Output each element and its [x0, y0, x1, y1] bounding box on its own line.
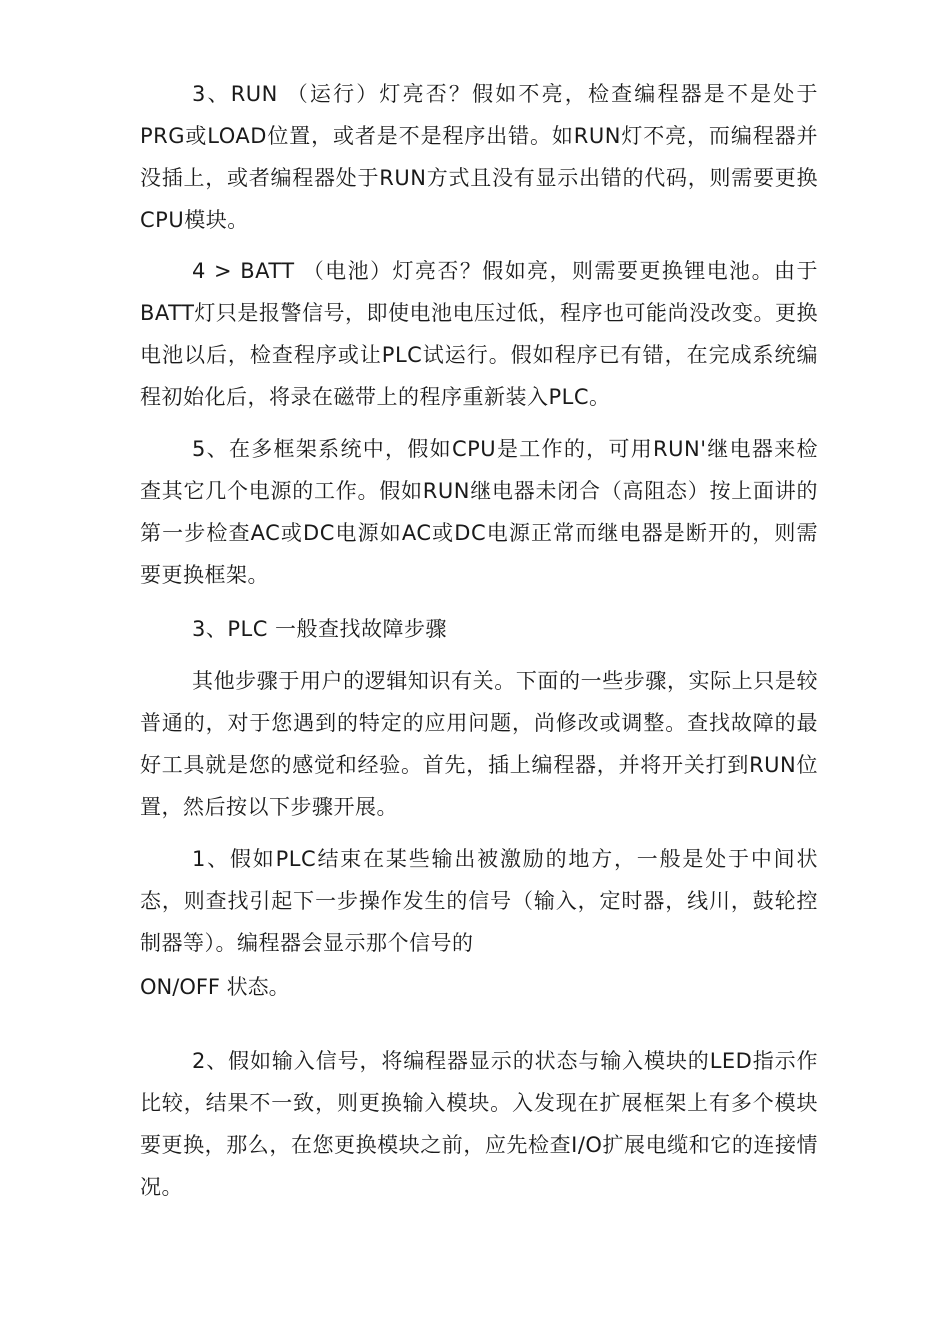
paragraph-on-off-state: ON/OFF 状态。 — [140, 975, 290, 999]
paragraph-run-indicator: 3、RUN （运行）灯亮否？假如不亮，检查编程器是不是处于PRG或LOAD位置，或者是不是程序出错。如RUN灯不亮，而编程器并没插上，或者编程器处于RUN方式且没有显示出错的代码，则需要更换CPU模块。 — [140, 82, 818, 232]
paragraph-batt-indicator: 4 > BATT （电池）灯亮否？假如亮，则需要更换锂电池。由于BATT灯只是报警信号，即使电池电压过低，程序也可能尚没改变。更换电池以后，检查程序或让PLC试运行。假如程序已有错，在完成系统编程初始化后，将录在磁带上的程序重新装入PLC。 — [140, 259, 818, 409]
paragraph-general-steps: 其他步骤于用户的逻辑知识有关。下面的一些步骤，实际上只是较普通的，对于您遇到的特定的应用问题，尚修改或调整。查找故障的最好工具就是您的感觉和经验。首先，插上编程器，并将开关打到RUN位置，然后按以下步骤开展。 — [140, 669, 818, 819]
paragraph-multi-frame: 5、在多框架系统中，假如CPU是工作的，可用RUN'继电器来检查其它几个电源的工作。假如RUN继电器未闭合（高阻态）按上面讲的第一步检查AC或DC电源如AC或DC电源正常而继电器是断开的，则需要更换框架。 — [140, 437, 818, 587]
section-heading-troubleshooting: 3、PLC 一般查找故障步骤 — [192, 617, 448, 641]
paragraph-step-1: 1、假如PLC结束在某些输出被激励的地方，一般是处于中间状态，则查找引起下一步操作发生的信号（输入，定时器，线川，鼓轮控制器等）。编程器会显示那个信号的 — [140, 847, 818, 955]
paragraph-step-2: 2、假如输入信号，将编程器显示的状态与输入模块的LED指示作比较，结果不一致，则更换输入模块。入发现在扩展框架上有多个模块要更换，那么，在您更换模块之前，应先检查I/O扩展电缆和它的连接情况。 — [140, 1049, 818, 1199]
